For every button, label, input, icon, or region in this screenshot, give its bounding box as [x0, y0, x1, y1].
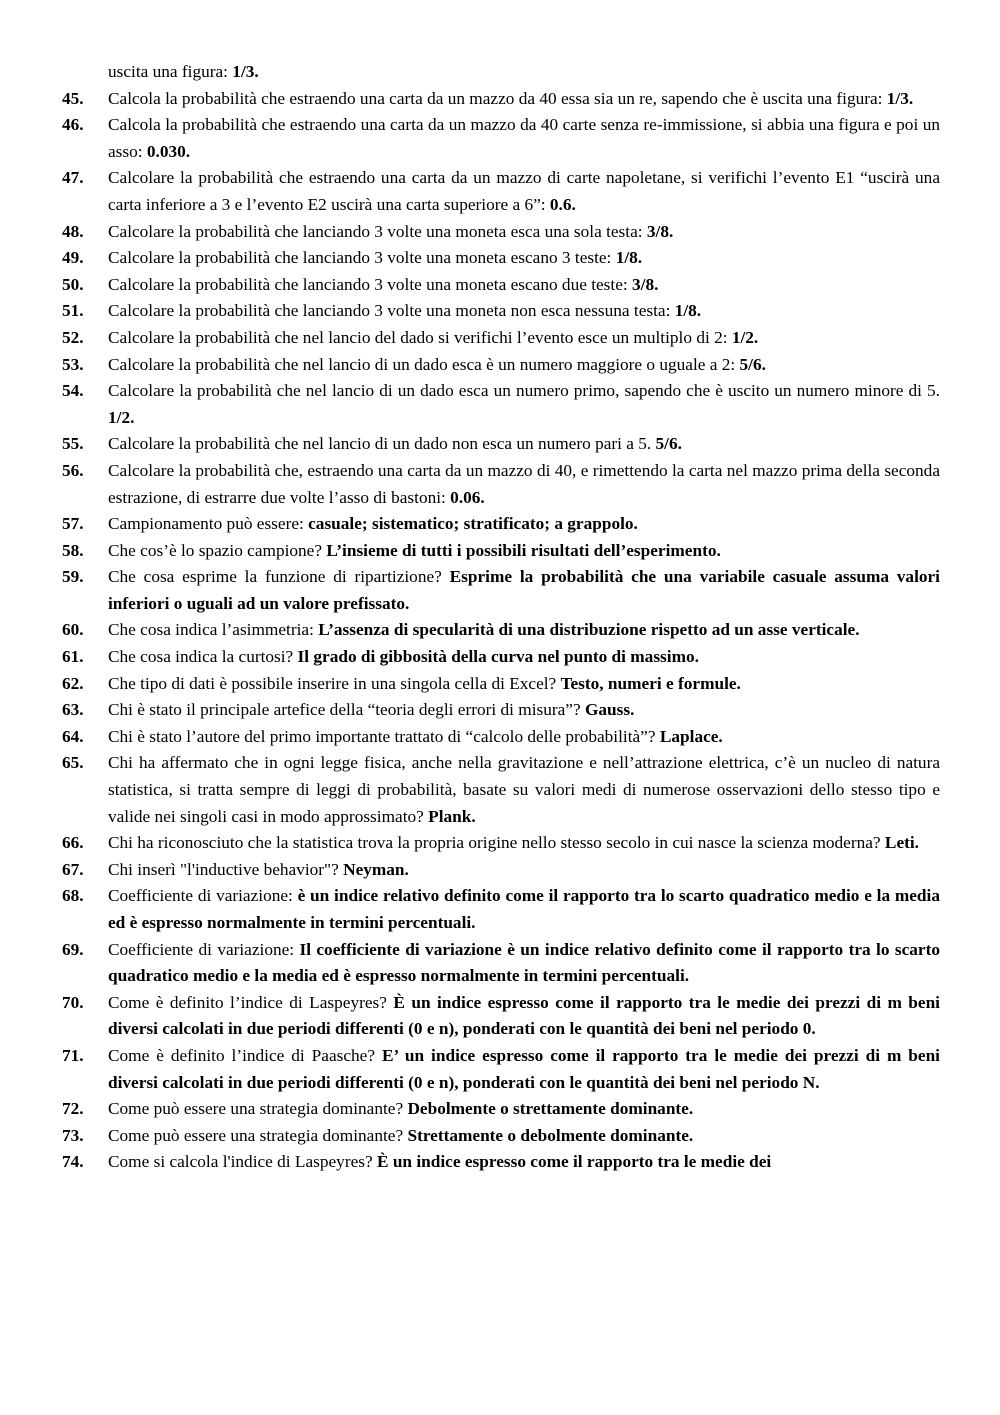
item-number: 46.: [62, 115, 84, 135]
answer-text: 3/8.: [646, 221, 674, 241]
answer-text: 0.6.: [549, 194, 576, 214]
list-item: [0, 564, 940, 617]
question-list: [0, 86, 1000, 1176]
answer-text: L’assenza di specularità di una distribuzione rispetto ad un asse verticale.: [318, 620, 860, 640]
list-item: [0, 671, 940, 698]
list-item: [0, 458, 940, 511]
list-item: [0, 937, 940, 990]
continued-item: [108, 59, 940, 86]
question-text: Calcolare la probabilità che lanciando 3 volte una moneta non esca nessuna testa:: [108, 301, 675, 321]
list-item: [0, 112, 940, 165]
list-item: [0, 1123, 940, 1150]
answer-text: Laplace.: [659, 726, 723, 746]
item-number: 66.: [62, 833, 84, 853]
answer-text: Leti.: [884, 833, 919, 853]
question-text: Calcolare la probabilità che nel lancio di un dado esca è un numero maggiore o uguale a 2:: [108, 354, 740, 374]
list-item: [0, 857, 940, 884]
item-number: 73.: [62, 1125, 84, 1145]
item-number: 59.: [62, 567, 84, 587]
item-number: 60.: [62, 620, 84, 640]
question-text: Coefficiente di variazione:: [108, 886, 298, 906]
question-text: Chi è stato il principale artefice della “teoria degli errori di misura”?: [108, 700, 585, 720]
answer-text: Testo, numeri e formule.: [560, 673, 741, 693]
answer-text: Neyman.: [343, 859, 409, 879]
answer-text: 1/8.: [674, 301, 702, 321]
item-number: 56.: [62, 460, 84, 480]
question-text: Calcolare la probabilità che nel lancio di un dado non esca un numero pari a 5.: [108, 434, 656, 454]
list-item: [0, 644, 940, 671]
item-number: 48.: [62, 221, 84, 241]
answer-text: 0.06.: [450, 487, 485, 507]
answer-text: 1/8.: [615, 248, 643, 268]
item-number: 57.: [62, 514, 84, 534]
list-item: [0, 431, 940, 458]
item-number: 47.: [62, 168, 84, 188]
list-item: [0, 617, 940, 644]
question-text: Campionamento può essere:: [108, 514, 309, 534]
list-item: [0, 724, 940, 751]
list-item: [0, 298, 940, 325]
list-item: [0, 830, 940, 857]
item-number: 51.: [62, 301, 84, 321]
question-text: Come si calcola l'indice di Laspeyres?: [108, 1152, 377, 1172]
question-text: Come è definito l’indice di Laspeyres?: [108, 992, 394, 1012]
question-text: Che cosa indica l’asimmetria:: [108, 620, 319, 640]
answer-text: Il coefficiente di variazione è un indice relativo definito come il rapporto tra lo scarto quadratico medio e la media ed è espresso normalmente in termini percentuali.: [108, 939, 940, 986]
item-number: 55.: [62, 434, 84, 454]
answer-text: Il grado di gibbosità della curva nel punto di massimo.: [297, 647, 699, 667]
item-number: 63.: [62, 700, 84, 720]
answer-text: 5/6.: [655, 434, 682, 454]
item-number: 71.: [62, 1045, 84, 1065]
item-number: 65.: [62, 753, 84, 773]
answer-text: Esprime la probabilità che una variabile casuale assuma valori inferiori o uguali ad un valore prefissato.: [108, 567, 940, 613]
answer-text: 1/2.: [731, 327, 759, 347]
question-text: Chi è stato l’autore del primo importante trattato di “calcolo delle probabilità”?: [108, 726, 660, 746]
item-number: 70.: [62, 992, 84, 1012]
item-number: 61.: [62, 647, 84, 667]
item-number: 67.: [62, 859, 84, 879]
question-text: Chi ha riconosciuto che la statistica trova la propria origine nello stesso secolo in cui nasce la scienza moderna?: [108, 833, 885, 853]
question-text: Che cosa esprime la funzione di ripartizione?: [108, 567, 450, 587]
list-item: [0, 245, 940, 272]
question-text: Calcolare la probabilità che lanciando 3 volte una moneta escano due teste:: [108, 274, 632, 294]
answer-text: casuale; sistematico; stratificato; a grappolo.: [308, 514, 638, 534]
answer-text: Strettamente o debolmente dominante.: [407, 1125, 694, 1145]
list-item: [0, 165, 940, 218]
answer-text: Plank.: [428, 806, 476, 826]
question-text: Chi inserì "l'inductive behavior"?: [108, 859, 344, 879]
question-text: Come può essere una strategia dominante?: [108, 1099, 408, 1119]
list-item: [0, 697, 940, 724]
item-number: 54.: [62, 381, 84, 401]
list-item: [0, 272, 940, 299]
document-page: [0, 59, 1000, 1176]
question-text: Come può essere una strategia dominante?: [108, 1125, 408, 1145]
question-text: Coefficiente di variazione:: [108, 939, 300, 959]
answer-text: 5/6.: [739, 354, 766, 374]
answer-text: 1/3.: [886, 88, 914, 108]
list-item: [0, 1043, 940, 1096]
list-item: [0, 86, 940, 113]
list-item: [0, 1096, 940, 1123]
list-item: [0, 511, 940, 538]
list-item: [0, 750, 940, 830]
item-number: 72.: [62, 1099, 84, 1119]
answer-text: 1/3.: [232, 62, 259, 81]
item-number: 69.: [62, 939, 84, 959]
question-text: Calcola la probabilità che estraendo una carta da un mazzo da 40 essa sia un re, sapendo che è uscita una figura:: [108, 88, 887, 108]
item-number: 49.: [62, 248, 84, 268]
answer-text: 0.030.: [146, 141, 191, 161]
list-item: [0, 325, 940, 352]
item-number: 64.: [62, 726, 84, 746]
answer-text: Gauss.: [584, 700, 635, 720]
question-text: Che cos’è lo spazio campione?: [108, 540, 327, 560]
list-item: [0, 1149, 940, 1176]
answer-text: 3/8.: [632, 274, 659, 294]
item-number: 74.: [62, 1152, 84, 1172]
answer-text: È un indice espresso come il rapporto tra le medie dei prezzi di m beni diversi calcolati in due periodi differenti (0 e n), ponderati con le quantità dei beni nel periodo 0.: [108, 992, 940, 1039]
answer-text: E’ un indice espresso come il rapporto tra le medie dei prezzi di m beni diversi calcolati in due periodi differenti (0 e n), ponderati con le quantità dei beni nel periodo N.: [108, 1045, 940, 1092]
item-number: 52.: [62, 327, 84, 347]
list-item: [0, 378, 940, 431]
question-text: Calcolare la probabilità che nel lancio del dado si verifichi l’evento esce un multiplo di 2:: [108, 327, 732, 347]
answer-text: È un indice espresso come il rapporto tra le medie dei: [376, 1152, 772, 1172]
list-item: [0, 883, 940, 936]
list-item: [0, 219, 940, 246]
answer-text: Debolmente o strettamente dominante.: [407, 1099, 694, 1119]
question-text: uscita una figura:: [108, 62, 233, 81]
question-text: Calcolare la probabilità che, estraendo una carta da un mazzo di 40, e rimettendo la carta nel mazzo prima della seconda estrazione, di estrarre due volte l’asso di bastoni:: [108, 460, 940, 507]
item-number: 58.: [62, 540, 84, 560]
item-number: 62.: [62, 673, 84, 693]
question-text: Calcolare la probabilità che lanciando 3 volte una moneta esca una sola testa:: [108, 221, 647, 241]
item-number: 68.: [62, 886, 84, 906]
answer-text: L’insieme di tutti i possibili risultati dell’esperimento.: [326, 540, 721, 560]
question-text: Calcolare la probabilità che nel lancio di un dado esca un numero primo, sapendo che è uscito un numero minore di 5.: [108, 381, 940, 401]
question-text: Chi ha affermato che in ogni legge fisica, anche nella gravitazione e nell’attrazione elettrica, c’è un nucleo di natura statistica, si tratta sempre di leggi di probabilità, basate su valori medi di numerose osservazioni dello stesso tipo e valide nei singoli casi in modo approssimato?: [108, 753, 940, 826]
list-item: [0, 990, 940, 1043]
question-text: Calcolare la probabilità che estraendo una carta da un mazzo di carte napoletane, si verifichi l’evento E1 “uscirà una carta inferiore a 3 e l’evento E2 uscirà una carta superiore a 6”:: [108, 168, 940, 214]
question-text: Calcolare la probabilità che lanciando 3 volte una moneta escano 3 teste:: [108, 248, 616, 268]
item-number: 50.: [62, 274, 84, 294]
item-number: 45.: [62, 88, 84, 108]
answer-text: è un indice relativo definito come il rapporto tra lo scarto quadratico medio e la media ed è espresso normalmente in termini percentuali.: [108, 886, 940, 932]
question-text: Come è definito l’indice di Paasche?: [108, 1045, 382, 1065]
list-item: [0, 352, 940, 379]
answer-text: 1/2.: [108, 407, 135, 427]
question-text: Calcola la probabilità che estraendo una carta da un mazzo da 40 carte senza re-immissione, si abbia una figura e poi un asso:: [108, 115, 940, 161]
item-number: 53.: [62, 354, 84, 374]
question-text: Che cosa indica la curtosi?: [108, 647, 298, 667]
question-text: Che tipo di dati è possibile inserire in una singola cella di Excel?: [108, 673, 561, 693]
list-item: [0, 538, 940, 565]
